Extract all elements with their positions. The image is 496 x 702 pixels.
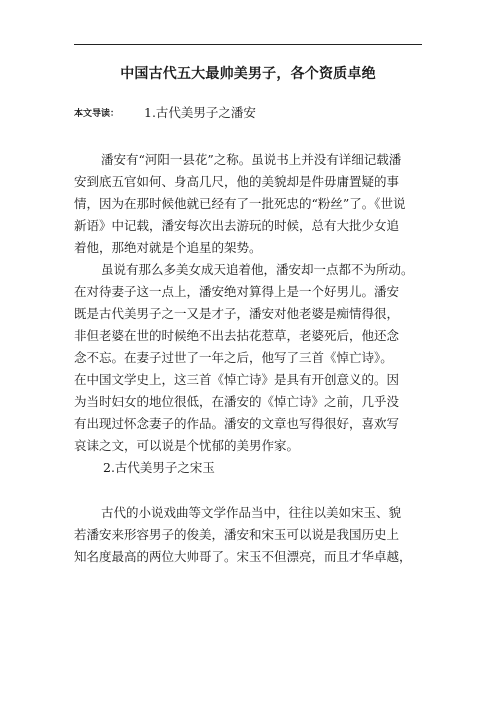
guide-label: 本文导读： bbox=[74, 109, 120, 119]
section-1-heading: 1.古代美男子之潘安 bbox=[144, 105, 256, 120]
paragraph-2-line: 在中国文学史上，这三首《悼亡诗》是具有开创意义的。因 bbox=[74, 372, 400, 387]
paragraph-2-line: 哀诔之文，可以说是个忧郁的美男作家。 bbox=[74, 438, 300, 453]
paragraph-1-line: 潘安有“河阳一县花”之称。虽说书上并没有详细记载潘 bbox=[101, 152, 402, 167]
paragraph-2-line: 有出现过怀念妻子的作品。潘安的文章也写得很好，喜欢写 bbox=[74, 416, 400, 431]
paragraph-2-line: 非但老婆在世的时候绝不出去拈花惹草，老婆死后，他还念 bbox=[74, 328, 400, 343]
header-rule bbox=[74, 44, 422, 45]
paragraph-3-line: 古代的小说戏曲等文学作品当中，往往以美如宋玉、貌 bbox=[101, 505, 402, 520]
paragraph-1-line: 新语》中记载，潘安每次出去游玩的时候，总有大批少女追 bbox=[74, 218, 400, 233]
paragraph-1-line: 情，因为在那时候他就已经有了一批死忠的“粉丝”了。《世说 bbox=[74, 196, 406, 211]
guide-row bbox=[74, 103, 434, 123]
paragraph-3-line: 知名度最高的两位大帅哥了。宋玉不但漂亮，而且才华卓越， bbox=[74, 549, 412, 564]
paragraph-3-line: 若潘安来形容男子的俊美，潘安和宋玉可以说是我国历史上 bbox=[74, 527, 400, 542]
paragraph-2-line: 虽说有那么多美女成天追着他，潘安却一点都不为所动。 bbox=[101, 262, 414, 277]
paragraph-2-line: 在对待妻子这一点上，潘安绝对算得上是一个好男儿。潘安 bbox=[74, 284, 400, 299]
paragraph-2-line: 为当时妇女的地位很低，在潘安的《悼亡诗》之前，几乎没 bbox=[74, 394, 400, 409]
paragraph-2-line: 念不忘。在妻子过世了一年之后，他写了三首《悼亡诗》。 bbox=[74, 350, 393, 365]
paragraph-1-line: 安到底五官如何、身高几尺，他的美貌却是件毋庸置疑的事 bbox=[74, 174, 400, 189]
document-title: 中国古代五大最帅美男子，各个资质卓绝 bbox=[120, 66, 376, 82]
section-2-heading: 2.古代美男子之宋玉 bbox=[103, 460, 215, 475]
paragraph-1-line: 着他，那绝对就是个追星的架势。 bbox=[74, 240, 262, 255]
paragraph-2-line: 既是古代美男子之一又是才子，潘安对他老婆是痴情得很， bbox=[74, 306, 400, 321]
